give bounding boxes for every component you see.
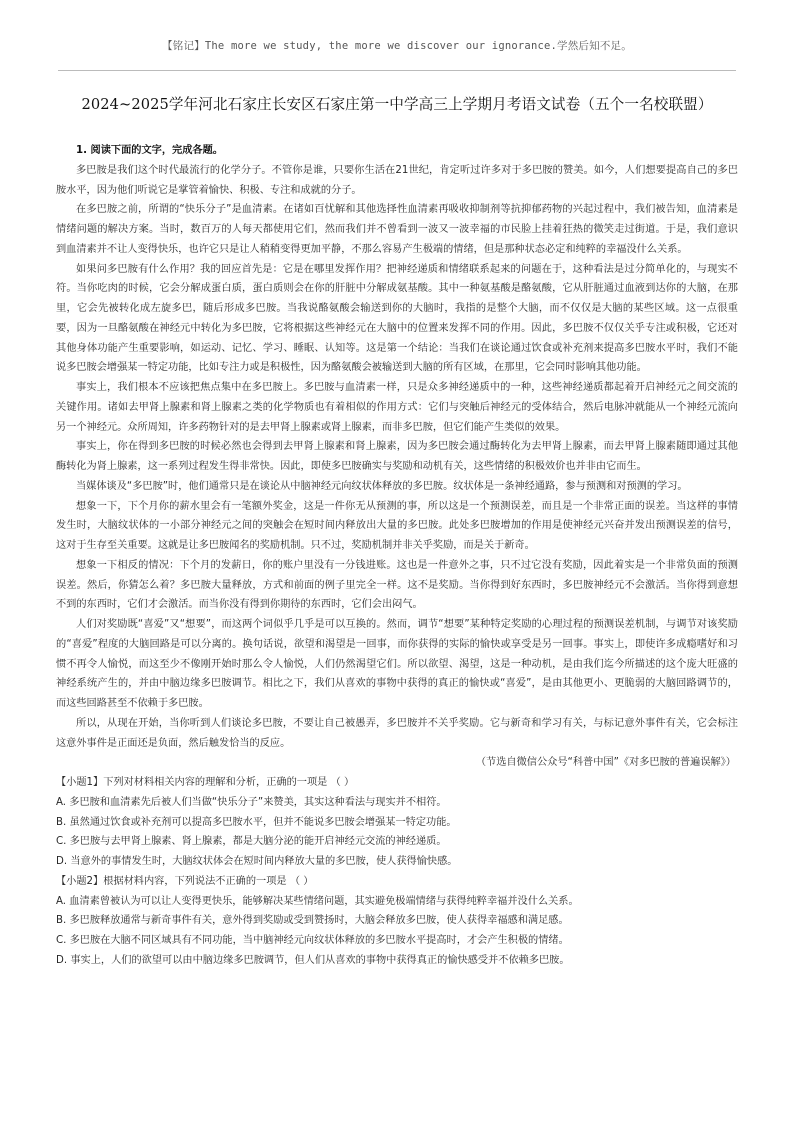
subquestion-2: [56, 872, 738, 971]
passage-paragraph: 多巴胺是我们这个时代最流行的化学分子。不管你是谁，只要你生活在21世纪，肯定听过许多对于多巴胺的赞美。如今，人们想要提高自己的多巴胺水平，因为他们听说它是掌管着愉快、积极、专注和成就的分子。: [56, 164, 738, 196]
passage-paragraph: 人们对奖励既“喜爱”又“想要”，而这两个词似乎几乎是可以互换的。然而，调节“想要”某种特定奖励的心理过程的预测误差机制，与调节对该奖励的“喜爱”程度的大脑回路是可以分离的。换句话说，欲望和渴望是一回事，而你获得的实际的愉快或享受是另一回事。事实上，即使许多成瘾嗜好和习惯不再令人愉悦，而这至少不像刚开始时那么令人愉悦，人们仍然渴望它们。所以欲望、渴望，这是一种动机，是由我们迄今所描述的这个庞大旺盛的神经系统产生的，并由中脑边缘多巴胺调节。相比之下，我们从喜欢的事物中获得的真正的愉快或“喜爱”，是由其他更小、更脆弱的大脑回路调节的，而这些回路甚至不依赖于多巴胺。: [56, 619, 738, 709]
passage-paragraph: 想象一下，下个月你的薪水里会有一笔额外奖金，这是一件你无从预测的事，所以这是一个预测误差，而且是一个非常正面的误差。当这样的事情发生时，大脑纹状体的一小部分神经元之间的突触会在短时间内释放出大量的多巴胺。此处多巴胺增加的作用是使神经元兴奋并发出预测误差的信号，这对于生存至关重要。这就是让多巴胺闻名的奖励机制。只不过，奖励机制并非关乎奖励，而是关于新奇。: [56, 500, 738, 551]
question-heading: 1. 阅读下面的文字，完成各题。: [76, 145, 223, 156]
passage-paragraph: 如果问多巴胺有什么作用？我的回应首先是：它是在哪里发挥作用？把神经递质和情绪联系起来的问题在于，这种看法是过分简单化的，与现实不符。当你吃肉的时候，它会分解成蛋白质，蛋白质则会在你的肝脏中分解成氨基酸。其中一种氨基酸是酪氨酸，它从肝脏通过血液到达你的大脑，在那里，它会先被转化成左旋多巴，随后形成多巴胺。当我说酪氨酸会输送到你的大脑时，我指的是整个大脑，而不仅仅是大脑的某些区域。这一点很重要，因为一旦酪氨酸在神经元中转化为多巴胺，它将根据这些神经元在大脑中的位置来发挥不同的作用。因此，多巴胺不仅仅关乎专注或积极，它还对其他身体功能产生重要影响，如运动、记忆、学习、睡眠、认知等。这是第一个结论：当我们在谈论通过饮食或补充剂来提高多巴胺水平时，我们不能说多巴胺会增强某一特定功能，比如专注力或是积极性，因为酪氨酸会被输送到大脑的所有区域，在那里，它会同时影响其他功能。: [56, 263, 738, 374]
option-a: A. 血清素曾被认为可以让人变得更快乐，能够解决某些情绪问题，其实避免极端情绪与获得纯粹幸福并没什么关系。: [56, 895, 579, 907]
option-c: C. 多巴胺与去甲肾上腺素、肾上腺素，都是大脑分泌的能开启神经元交流的神经递质。: [56, 836, 447, 848]
subquestion-stem: 【小题1】下列对材料相关内容的理解和分析，正确的一项是 （ ）: [56, 777, 355, 788]
option-c: C. 多巴胺在大脑不同区域具有不同功能，当中脑神经元向纹状体释放的多巴胺水平提高时，才会产生积极的情绪。: [56, 935, 569, 946]
subquestion-stem: 【小题2】根据材料内容，下列说法不正确的一项是 （ ）: [56, 875, 314, 887]
option-b: B. 虽然通过饮食或补充剂可以提高多巴胺水平，但并不能说多巴胺会增强某一特定功能。: [56, 816, 457, 828]
passage-paragraph: 当媒体谈及“多巴胺”时，他们通常只是在谈论从中脑神经元向纹状体释放的多巴胺。纹状体是一条神经通路，参与预测和对预测的学习。: [76, 480, 688, 492]
option-d: D. 当意外的事情发生时，大脑纹状体会在短时间内释放大量的多巴胺，使人获得愉快感。: [56, 856, 458, 867]
passage-paragraph: 在多巴胺之前，所谓的“快乐分子”是血清素。在诸如百忧解和其他选择性血清素再吸收抑制剂等抗抑郁药物的兴起过程中，我们被告知，血清素是情绪问题的解决方案。当时，数百万的人每天都使用它们，然而我们并不曾看到一波又一波幸福的市民脸上挂着狂热的微笑走过街道。于是，我们意识到血清素并不让人变得快乐，也许它只是让人稍稍变得更加平静，不那么容易产生极端的情绪，但是那种状态必定和纯粹的幸福没什么关系。: [56, 204, 738, 255]
option-d: D. 事实上，人们的欲望可以由中脑边缘多巴胺调节，但人们从喜欢的事物中获得真正的愉快感受并不依赖多巴胺。: [56, 954, 570, 966]
passage-paragraph: 想象一下相反的情况：下个月的发薪日，你的账户里没有一分钱进账。这也是一件意外之事，只不过它没有奖励，因此着实是一个非常负面的预测误差。然后，你猜怎么着？多巴胺大量释放，方式和前面的例子里完全一样。这不是奖励。当你得到好东西时，多巴胺神经元不会激活。当你得到意想不到的东西时，它们才会激活。而当你没有得到你期待的东西时，它们会出闷气。: [56, 559, 738, 611]
motto-banner: 【铭记】The more we study, the more we discover our ignorance.学然后知不足。: [162, 40, 632, 52]
subquestion-1: [56, 773, 738, 872]
page-title: 2024~2025学年河北石家庄长安区石家庄第一中学高三上学期月考语文试卷（五个一名校联盟）: [81, 96, 713, 113]
option-b: B. 多巴胺释放通常与新奇事件有关，意外得到奖励或受到赞扬时，大脑会释放多巴胺，使人获得幸福感和满足感。: [56, 915, 569, 927]
question-block: [56, 141, 738, 971]
header-divider: [58, 70, 736, 71]
source-citation: （节选自微信公众号“科普中国”《对多巴胺的普遍误解》）: [475, 757, 736, 769]
passage-paragraph: 事实上，我们根本不应该把焦点集中在多巴胺上。多巴胺与血清素一样，只是众多神经递质中的一种，这些神经递质都起着开启神经元之间交流的关键作用。诸如去甲肾上腺素和肾上腺素之类的化学物质也有着相似的作用方式：它们与突触后神经元的受体结合，然后电脉冲就能从一个神经元流向另一个神经元。众所周知，许多药物针对的是去甲肾上腺素或肾上腺素，而非多巴胺，但它们能产生类似的效果。: [56, 382, 738, 433]
passage-paragraph: 事实上，你在得到多巴胺的时候必然也会得到去甲肾上腺素和肾上腺素，因为多巴胺会通过酶转化为去甲肾上腺素，而去甲肾上腺素随即通过其他酶转化为肾上腺素，这一系列过程发生得非常快。因此，即使多巴胺确实与奖励和动机有关，这些情绪的积极效价也并非由它而生。: [56, 441, 738, 472]
option-a: A. 多巴胺和血清素先后被人们当做“快乐分子”来赞美，其实这种看法与现实并不相符。: [56, 796, 447, 808]
passage-paragraph: 所以，从现在开始，当你听到人们谈论多巴胺，不要让自己被愚弄，多巴胺并不关乎奖励。它与新奇和学习有关，与标记意外事件有关，它会标注这意外事件是正面还是负面，然后触发恰当的反应。: [56, 717, 738, 749]
